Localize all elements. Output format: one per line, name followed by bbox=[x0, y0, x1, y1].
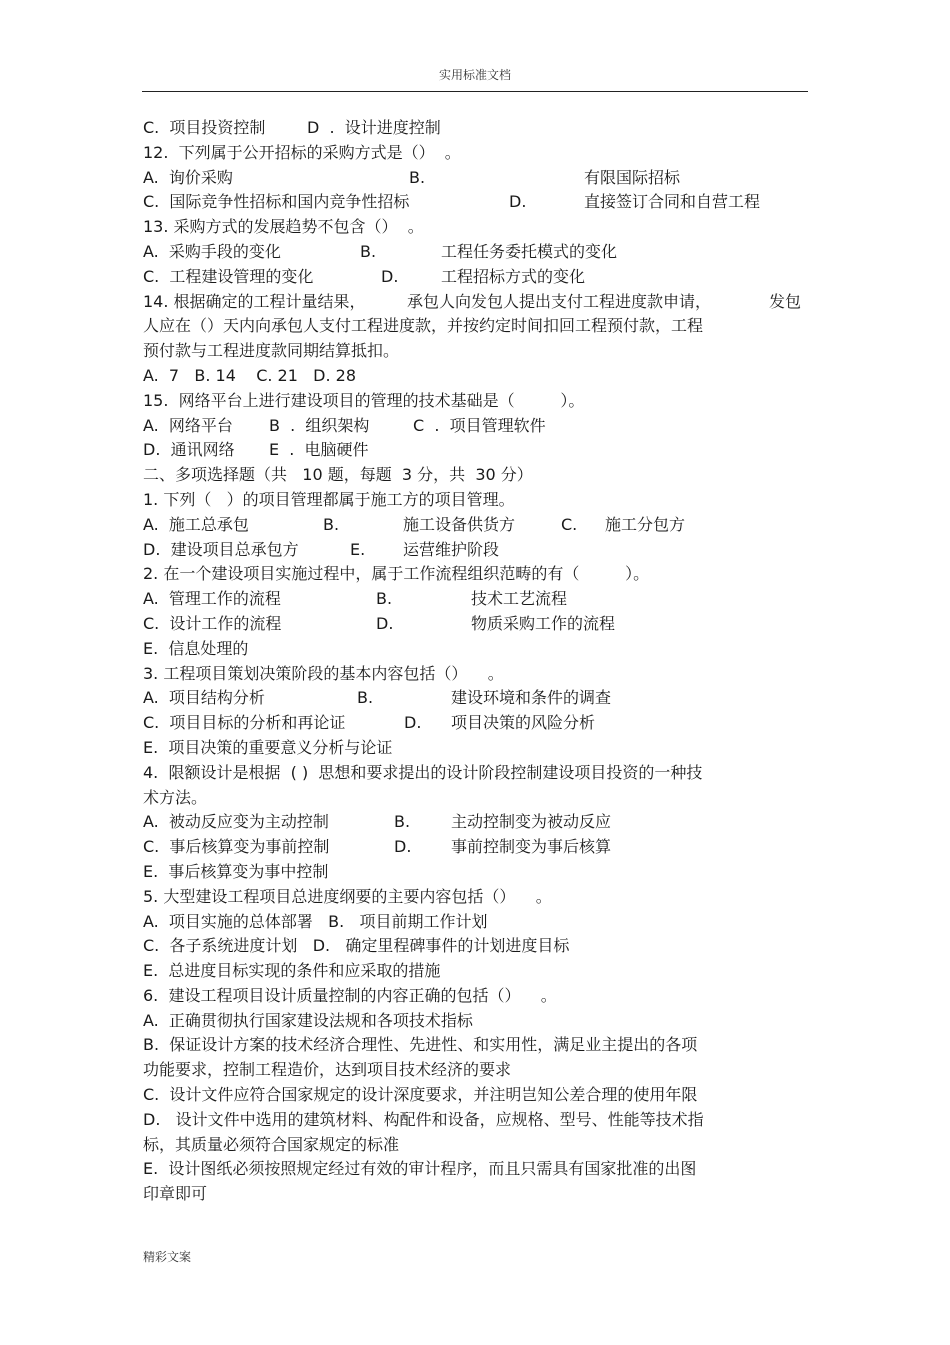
text-segment: A. 网络平台 bbox=[143, 415, 233, 435]
text-segment: 3. 工程项目策划决策阶段的基本内容包括（） 。 bbox=[143, 663, 504, 683]
text-segment: C. 工程建设管理的变化 bbox=[143, 266, 314, 286]
text-segment: E. 信息处理的 bbox=[143, 638, 249, 658]
text-segment: D. bbox=[381, 266, 399, 286]
text-segment: 直接签订合同和自营工程 bbox=[584, 192, 761, 212]
text-line bbox=[143, 885, 808, 910]
page-footer: 精彩文案 bbox=[143, 1250, 192, 1264]
text-segment: E. 事后核算变为事中控制 bbox=[143, 861, 329, 881]
text-line bbox=[143, 215, 808, 240]
text-segment: 事前控制变为事后核算 bbox=[451, 837, 612, 857]
text-segment: C. 国际竞争性招标和国内竞争性招标 bbox=[143, 192, 410, 212]
text-line bbox=[143, 339, 808, 364]
text-line bbox=[143, 835, 808, 860]
document-body bbox=[143, 116, 808, 1207]
text-line bbox=[143, 662, 808, 687]
text-line bbox=[143, 414, 808, 439]
text-line bbox=[143, 562, 808, 587]
text-segment: A. 采购手段的变化 bbox=[143, 241, 281, 261]
text-segment: 物质采购工作的流程 bbox=[471, 613, 616, 633]
text-segment: E . 电脑硬件 bbox=[269, 440, 369, 460]
text-segment: D. bbox=[509, 192, 527, 212]
text-segment: D. 通讯网络 bbox=[143, 440, 235, 460]
text-segment: 5. 大型建设工程项目总进度纲要的主要内容包括（） 。 bbox=[143, 886, 552, 906]
text-segment: D. 建设项目总承包方 bbox=[143, 539, 299, 559]
text-line bbox=[143, 116, 808, 141]
text-segment: 15. 网络平台上进行建设项目的管理的技术基础是（ ）。 bbox=[143, 390, 585, 410]
text-segment: 14. 根据确定的工程计量结果， bbox=[143, 291, 366, 311]
text-line bbox=[143, 166, 808, 191]
text-segment: A. 被动反应变为主动控制 bbox=[143, 812, 329, 832]
text-line bbox=[143, 810, 808, 835]
text-segment: B. 保证设计方案的技术经济合理性、先进性、和实用性，满足业主提出的各项 bbox=[143, 1035, 698, 1055]
text-line bbox=[143, 984, 808, 1009]
text-segment: 6. 建设工程项目设计质量控制的内容正确的包括（） 。 bbox=[143, 985, 557, 1005]
text-segment: 功能要求，控制工程造价，达到项目技术经济的要求 bbox=[143, 1060, 512, 1080]
text-segment: D. bbox=[376, 613, 394, 633]
text-segment: 工程招标方式的变化 bbox=[441, 266, 586, 286]
text-segment: D . 设计进度控制 bbox=[307, 118, 441, 137]
text-segment: A. 施工总承包 bbox=[143, 514, 249, 534]
text-segment: A. 项目结构分析 bbox=[143, 688, 265, 708]
text-segment: B. bbox=[394, 812, 411, 832]
text-line bbox=[143, 786, 808, 811]
text-segment: 预付款与工程进度款同期结算抵扣。 bbox=[143, 341, 400, 361]
text-segment: C. 事后核算变为事前控制 bbox=[143, 837, 330, 857]
text-segment: B. bbox=[323, 514, 340, 534]
text-line bbox=[143, 389, 808, 414]
text-line bbox=[143, 1133, 808, 1158]
text-line bbox=[143, 910, 808, 935]
text-segment: C. 设计文件应符合国家规定的设计深度要求，并注明岂知公差合理的使用年限 bbox=[143, 1085, 698, 1105]
text-segment: A. 7 B. 14 C. 21 D. 28 bbox=[143, 365, 357, 385]
text-line bbox=[143, 141, 808, 166]
text-segment: E. 设计图纸必须按照规定经过有效的审计程序，而且只需具有国家批准的出图 bbox=[143, 1159, 697, 1179]
text-line bbox=[143, 686, 808, 711]
text-line bbox=[143, 463, 808, 488]
text-segment: E. bbox=[350, 539, 366, 559]
text-line bbox=[143, 736, 808, 761]
text-segment: 13. 采购方式的发展趋势不包含（） 。 bbox=[143, 217, 424, 237]
text-segment: 主动控制变为被动反应 bbox=[451, 812, 612, 832]
header-divider bbox=[142, 91, 808, 92]
text-segment: 运营维护阶段 bbox=[403, 539, 500, 559]
text-segment: 施工分包方 bbox=[605, 514, 686, 534]
text-line bbox=[143, 587, 808, 612]
text-segment: C. 设计工作的流程 bbox=[143, 613, 282, 633]
text-segment: E. 项目决策的重要意义分析与论证 bbox=[143, 737, 393, 757]
text-line bbox=[143, 190, 808, 215]
text-segment: D. 设计文件中选用的建筑材料、构配件和设备，应规格、型号、性能等技术指 bbox=[143, 1109, 704, 1129]
text-segment: 施工设备供货方 bbox=[403, 514, 516, 534]
text-line bbox=[143, 290, 808, 315]
text-line bbox=[143, 711, 808, 736]
text-line bbox=[143, 1182, 808, 1207]
text-segment: 承包人向发包人提出支付工程进度款申请， bbox=[407, 291, 712, 311]
text-segment: A. 询价采购 bbox=[143, 167, 233, 187]
text-segment: 1. 下列（ ）的项目管理都属于施工方的项目管理。 bbox=[143, 489, 515, 509]
text-segment: C . 项目管理软件 bbox=[413, 415, 546, 435]
text-line bbox=[143, 1083, 808, 1108]
text-line bbox=[143, 934, 808, 959]
text-segment: D. bbox=[394, 837, 412, 857]
text-segment: 有限国际招标 bbox=[584, 167, 681, 187]
text-segment: 工程任务委托模式的变化 bbox=[441, 241, 618, 261]
text-segment: B . 组织架构 bbox=[269, 415, 370, 435]
text-line bbox=[143, 1108, 808, 1133]
text-line bbox=[143, 1033, 808, 1058]
text-segment: 技术工艺流程 bbox=[471, 589, 568, 609]
text-segment: 发包 bbox=[769, 291, 802, 311]
text-line bbox=[143, 1058, 808, 1083]
text-segment: C. 项目目标的分析和再论证 bbox=[143, 713, 346, 733]
text-line bbox=[143, 612, 808, 637]
text-segment: C. bbox=[561, 514, 578, 534]
text-line bbox=[143, 314, 808, 339]
text-line bbox=[143, 1009, 808, 1034]
text-segment: 建设环境和条件的调查 bbox=[451, 688, 612, 708]
text-segment: 印章即可 bbox=[143, 1184, 208, 1204]
text-line bbox=[143, 364, 808, 389]
text-line bbox=[143, 1157, 808, 1182]
text-segment: C. 各子系统进度计划 D. 确定里程碑事件的计划进度目标 bbox=[143, 936, 570, 956]
page-header: 实用标准文档 bbox=[438, 68, 511, 82]
text-segment: 术方法。 bbox=[143, 787, 208, 807]
text-segment: 项目决策的风险分析 bbox=[451, 713, 596, 733]
text-segment: A. 项目实施的总体部署 B. 项目前期工作计划 bbox=[143, 911, 488, 931]
text-segment: B. bbox=[376, 589, 393, 609]
text-segment: A. 管理工作的流程 bbox=[143, 589, 281, 609]
text-line bbox=[143, 538, 808, 563]
text-segment: D. bbox=[404, 713, 422, 733]
text-line bbox=[143, 761, 808, 786]
text-line bbox=[143, 240, 808, 265]
text-segment: 12. 下列属于公开招标的采购方式是（） 。 bbox=[143, 142, 461, 162]
text-segment: 4. 限额设计是根据 ( ) 思想和要求提出的设计阶段控制建设项目投资的一种技 bbox=[143, 762, 703, 782]
text-segment: E. 总进度目标实现的条件和应采取的措施 bbox=[143, 961, 441, 981]
text-line bbox=[143, 860, 808, 885]
text-segment: B. bbox=[409, 167, 426, 187]
text-segment: B. bbox=[360, 241, 377, 261]
text-segment: B. bbox=[357, 688, 374, 708]
text-segment: 2. 在一个建设项目实施过程中，属于工作流程组织范畴的有（ ）。 bbox=[143, 564, 650, 584]
text-line bbox=[143, 959, 808, 984]
text-segment: 标，其质量必须符合国家规定的标准 bbox=[143, 1134, 400, 1154]
text-line bbox=[143, 513, 808, 538]
text-line bbox=[143, 438, 808, 463]
text-line bbox=[143, 265, 808, 290]
text-segment: 人应在（）天内向承包人支付工程进度款，并按约定时间扣回工程预付款，工程 bbox=[143, 316, 704, 336]
text-segment: C. 项目投资控制 bbox=[143, 118, 266, 137]
text-segment: 二、多项选择题（共 10 题，每题 3 分，共 30 分） bbox=[143, 465, 533, 485]
text-segment: A. 正确贯彻执行国家建设法规和各项技术指标 bbox=[143, 1010, 473, 1030]
text-line bbox=[143, 488, 808, 513]
text-line bbox=[143, 637, 808, 662]
